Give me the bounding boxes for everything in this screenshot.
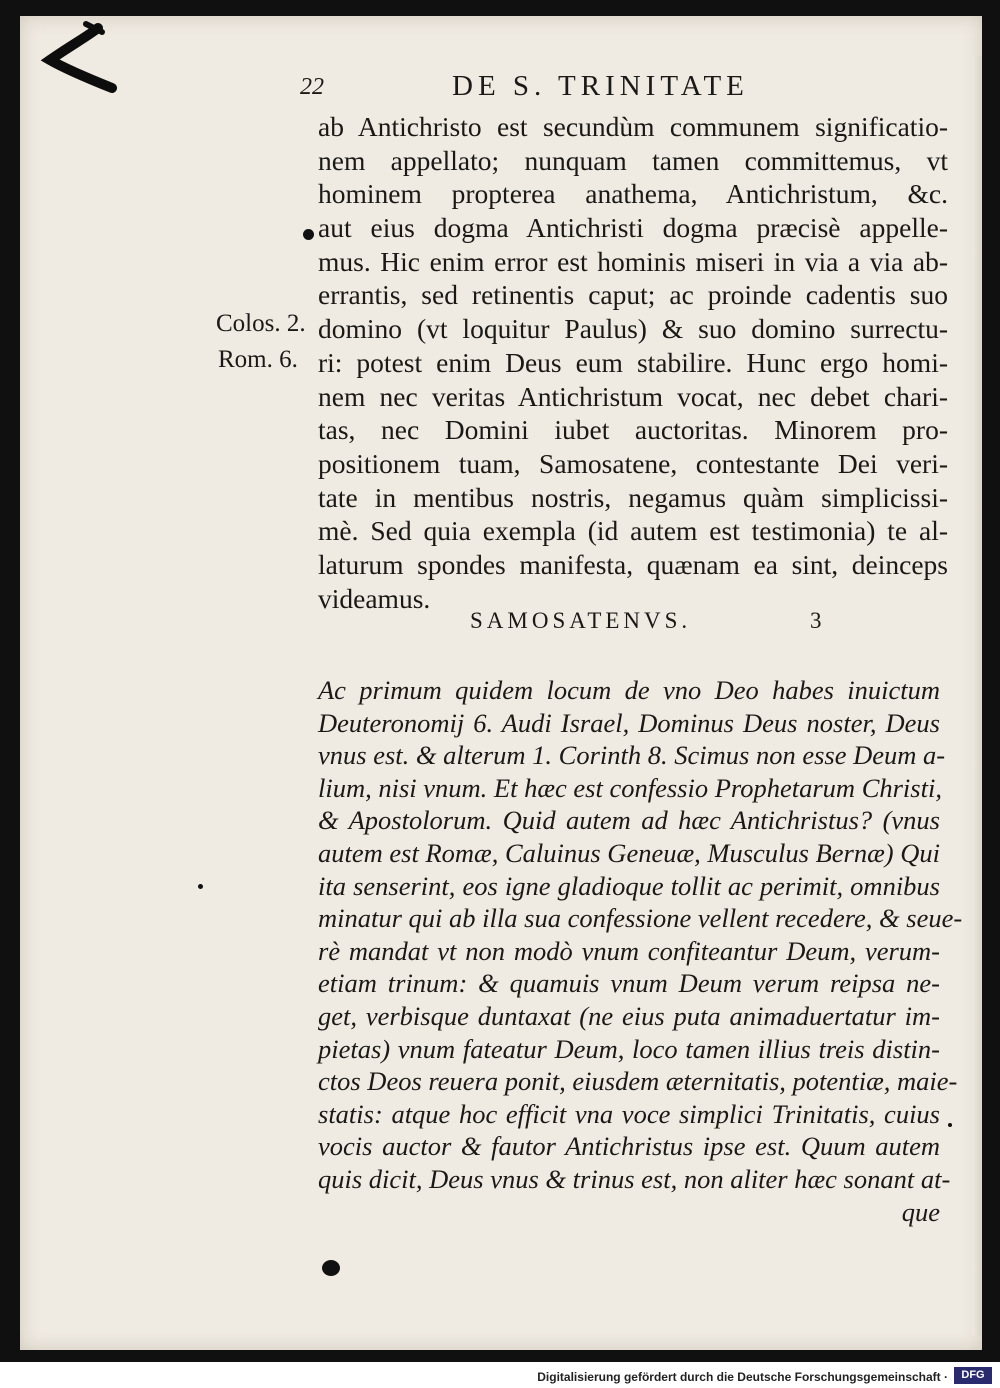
text-line: aut eius dogma Antichristi dogma præcisè appelle- — [318, 212, 948, 244]
ink-dot-icon — [948, 1123, 952, 1127]
section-number: 3 — [810, 608, 822, 633]
text-line: etiam trinum: & quamuis vnum Deum verum reipsa ne- — [318, 968, 940, 999]
text-line: laturum spondes manifesta, quænam ea sint, deinceps — [318, 548, 948, 580]
text-line: ri: potest enim Deus eum stabilire. Hunc ergo homi- — [318, 346, 948, 378]
italic-text-block — [318, 674, 963, 1228]
text-line: videamus. — [318, 582, 431, 614]
pen-mark-icon — [28, 10, 118, 100]
text-line: hominem propterea anathema, Antichristum, &c. — [318, 178, 948, 210]
text-line: vocis auctor & fautor Antichristus ipse est. Quum autem — [318, 1131, 940, 1162]
speaker-name: SAMOSATENVS. — [470, 608, 692, 633]
text-line: nem nec veritas Antichristum vocat, nec debet chari- — [318, 380, 948, 412]
text-line: errantis, sed retinentis caput; ac proinde cadentis suo — [318, 279, 948, 311]
ink-dot-icon — [198, 884, 203, 889]
text-line: domino (vt loquitur Paulus) & suo domino surrectu- — [318, 313, 948, 345]
text-line: mè. Sed quia exempla (id autem est testimonia) te al- — [318, 515, 948, 547]
text-line: Ac primum quidem locum de vno Deo habes inuictum — [318, 675, 940, 705]
text-line: pietas) vnum fateatur Deum, loco tamen illius treis distin- — [318, 1033, 940, 1064]
margin-note-romans: Rom. 6. — [218, 346, 298, 373]
text-line: positionem tuam, Samosatene, contestante Dei veri- — [318, 447, 948, 479]
text-line: & Apostolorum. Quid autem ad hæc Antichristus? (vnus — [318, 805, 940, 836]
text-line: tas, nec Domini iubet auctoritas. Minorem pro- — [318, 414, 948, 446]
running-head — [300, 64, 820, 104]
text-line: ita senserint, eos igne gladioque tollit ac perimit, omnibus — [318, 870, 940, 901]
dfg-logo-icon: DFG — [954, 1367, 992, 1384]
text-line: ab Antichristo est secundùm communem significatio- — [318, 111, 948, 142]
speaker-heading — [470, 608, 840, 644]
text-line: statis: atque hoc efficit vna voce simplici Trinitatis, cuius — [318, 1098, 940, 1129]
digitization-footer — [0, 1362, 1000, 1388]
text-line: Deuteronomij 6. Audi Israel, Dominus Deus noster, Deus — [318, 707, 940, 738]
roman-text-block — [318, 110, 948, 615]
ink-dot-icon — [303, 229, 314, 240]
text-line: mus. Hic enim error est hominis miseri in via a via ab- — [318, 245, 948, 277]
text-line: rè mandat vt non modò vnum confiteantur Deum, verum- — [318, 935, 940, 966]
margin-note-colossians: Colos. 2. — [216, 310, 306, 337]
text-line: minatur qui ab illa sua confessione vellent recedere, & seue- — [318, 903, 963, 934]
text-line: vnus est. & alterum 1. Corinth 8. Scimus non esse Deum a- — [318, 740, 946, 771]
text-line: get, verbisque duntaxat (ne eius puta animaduertatur im- — [318, 1000, 940, 1031]
digitization-note: Digitalisierung gefördert durch die Deutsche Forschungsgemeinschaft · — [537, 1370, 948, 1384]
text-line: nem appellato; nunquam tamen committemus, vt — [318, 144, 948, 176]
text-line: lium, nisi vnum. Et hæc est confessio Prophetarum Christi, — [318, 772, 942, 803]
text-line: quis dicit, Deus vnus & trinus est, non aliter hæc sonant at- — [318, 1163, 951, 1194]
page-edge-shading — [972, 56, 982, 1336]
text-line: ctos Deos reuera ponit, eiusdem æternitatis, potentiæ, maie- — [318, 1066, 958, 1097]
ink-dot-icon — [322, 1260, 340, 1276]
text-line: tate in mentibus nostris, negamus quàm simplicissi- — [318, 481, 948, 513]
running-title: DE S. TRINITATE — [452, 70, 749, 102]
page-number: 22 — [300, 74, 324, 100]
catchword: que — [901, 1196, 940, 1227]
text-line: autem est Romæ, Caluinus Geneuæ, Musculus Bernæ) Qui — [318, 837, 940, 868]
